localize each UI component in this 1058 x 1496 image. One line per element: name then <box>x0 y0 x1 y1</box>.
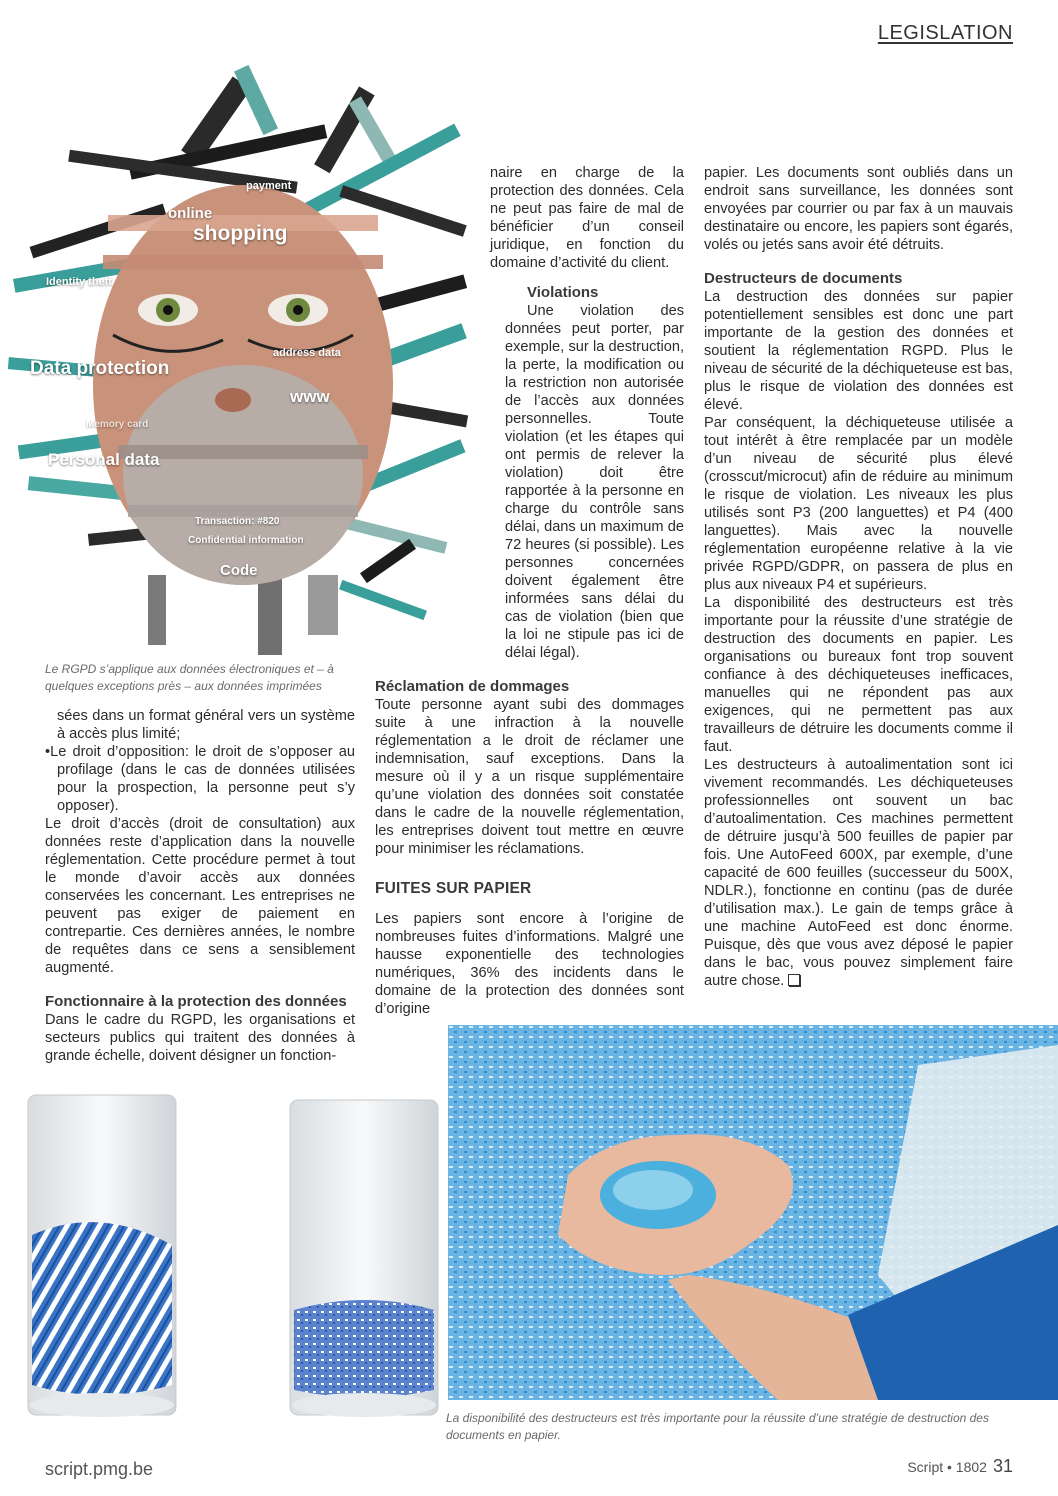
collage-label-identity: Identity theft <box>46 276 112 288</box>
column-2 <box>375 164 684 1018</box>
collage-label-personal: Personal data <box>48 450 160 469</box>
glasses-art <box>0 1085 445 1435</box>
collage-label-www: www <box>290 387 330 406</box>
col2-heading-paper-leaks: FUITES SUR PAPIER <box>375 880 532 897</box>
collage-label-transaction: Transaction: #820 <box>195 516 280 527</box>
collage-label-address: address data <box>273 347 341 359</box>
section-tag: LEGISLATION <box>877 22 1013 44</box>
col1-paragraph-3: Dans le cadre du RGPD, les organisations et secteurs publics qui traitent des données à grande échelle, doivent désigner un fonction- <box>45 1012 355 1064</box>
col3-paragraph-5-text: Les destructeurs à autoalimentation sont ici vivement recommandés. Les déchiqueteuses professionnelles ont souvent un bac d’autoalimentation. Ces machines permettent de détruire jusqu’à 500 feuilles de papier par fois. Une AutoFeed 600X, par exemple, d’une capacité de 600 feuilles (successeur du 500X, NDLR.), fonctionne en continu (pas de durée d’utilisation max.). Le gain de temps grâce à une machine AutoFeed est donc énorme. Puisque, dès que vous avez déposé le papier dans le bac, vous pouvez simplement faire autre chose. <box>704 757 1013 989</box>
col1-heading: Fonctionnaire à la protection des données <box>45 993 347 1010</box>
footer-page-number: 31 <box>992 1456 1013 1476</box>
col2-heading-violations: Violations <box>527 284 599 301</box>
hand-shredded-paper-image <box>448 1025 1058 1400</box>
col2-paragraph-2: Une violation des données peut porter, par exemple, sur la destruction, la perte, la modification ou la restriction non autorisée de l’accès aux données personnelles. Toute violation (et les étapes qui ont permis de relever la violation) doit être rapportée à la personne en charge du contrôle sans délai, dans un maximum de 72 heures (si possible). Les personnes concernées doivent également être informées sans délai du cas de violation (bien que la loi ne stipule pas ici de délai légal). <box>505 303 684 661</box>
col1-paragraph-2: Le droit d’accès (droit de consultation) aux données reste d’application dans la nouvelle réglementation. Cette procédure permet à tout le monde d’avoir accès aux données conservées les concernant. Les entreprises ne peuvent pas exiger de paiement en contrepartie. Ces dernières années, le nombre de requêtes dans ce sens a sensiblement augmenté. <box>45 816 355 976</box>
col1-bullet: •Le droit d’opposition: le droit de s’opposer au profilage (dans le cas de données utilisées pour la prospection, la personne peut s’y opposer). <box>45 744 355 814</box>
col3-paragraph-1: papier. Les documents sont oubliés dans un endroit sans surveillance, les données sont envoyées par courrier ou par fax à un mauvais destinataire ou encore, les papiers sont égarés, volés ou jetés sans avoir été détruits. <box>704 165 1013 253</box>
col2-paragraph-1: naire en charge de la protection des données. Cela ne peut pas faire de mal de bénéficier d’un conseil juridique, en fonction du domaine d’activité du client. <box>490 165 684 271</box>
col3-heading: Destructeurs de documents <box>704 270 903 287</box>
footer-magazine: Script • 1802 <box>907 1459 987 1475</box>
collage-label-confidential: Confidential information <box>188 535 304 546</box>
col3-paragraph-3: Par conséquent, la déchiqueteuse utilisée a tout intérêt à être remplacée par un modèle d’un niveau de sécurité plus élevé (crosscut/microcut) afin de réduire au minimum le risque de violation. Les niveaux les plus utilisés sont P3 (200 languettes) et P4 (400 languettes). Mais avec la nouvelle réglementation européenne relative à la vie privée RGPD/GDPR, on passera de plus en plus aux niveaux P4 et supérieurs. <box>704 415 1013 593</box>
shredded-paper-glasses-image <box>0 1085 445 1435</box>
bottom-caption: La disponibilité des destructeurs est très importante pour la réussite d’une stratégie de destruction des documents en papier. <box>446 1411 989 1442</box>
column-1 <box>45 707 355 1065</box>
collage-label-payment: payment <box>246 180 292 192</box>
collage-label-data-protection: Data protection <box>30 358 170 379</box>
collage-caption: Le RGPD s’applique aux données électroniques et – à quelques exceptions près – aux données imprimées <box>45 662 334 693</box>
col3-paragraph-5 <box>704 756 1013 990</box>
footer-page-info <box>907 1456 1013 1477</box>
hand-art <box>448 1025 1058 1400</box>
collage-label-online: online <box>168 205 213 222</box>
col3-paragraph-2: La destruction des données sur papier potentiellement sensibles est donc une part importante de la gestion des données et soutient la réglementation RGPD. Plus le niveau de sécurité de la déchiqueteuse est bas, plus le risque de violation des données est élevé. <box>704 289 1013 413</box>
collage-label-memory: Memory card <box>86 419 149 430</box>
col2-paragraph-3: Toute personne ayant subi des dommages suite à une infraction à la nouvelle réglementation a le droit de réclamer une indemnisation, sauf exceptions. Dans la mesure où il y a un risque supplémentaire qu’une violation des données soit constatée dans le cadre de la nouvelle réglementation, les entreprises doivent tout mettre en œuvre pour minimiser les réclamations. <box>375 697 684 857</box>
collage-label-code: Code <box>220 562 258 579</box>
col2-heading-claims: Réclamation de dommages <box>375 678 570 695</box>
col2-paragraph-4: Les papiers sont encore à l’origine de nombreuses fuites d’informations. Malgré une hausse exponentielle des technologies numériques, 36% des incidents dans le domaine de la protection des données sont d’origine <box>375 911 684 1017</box>
column-3 <box>704 164 1013 990</box>
end-mark-icon <box>788 974 800 986</box>
col1-paragraph-1: sées dans un format général vers un système à accès plus limité; <box>57 708 355 742</box>
collage-label-shopping: shopping <box>193 222 288 245</box>
col3-paragraph-4: La disponibilité des destructeurs est très importante pour la réussite d’une stratégie de destruction des documents en papier. Les organisations ou bureaux font trop souvent confiance à des déchiqueteuses inefficaces, manuelles qui ne répondent pas aux exigences, qui ne permettent pas aux travailleurs de détruire les documents comme il faut. <box>704 595 1013 755</box>
footer-site[interactable]: script.pmg.be <box>45 1459 154 1479</box>
